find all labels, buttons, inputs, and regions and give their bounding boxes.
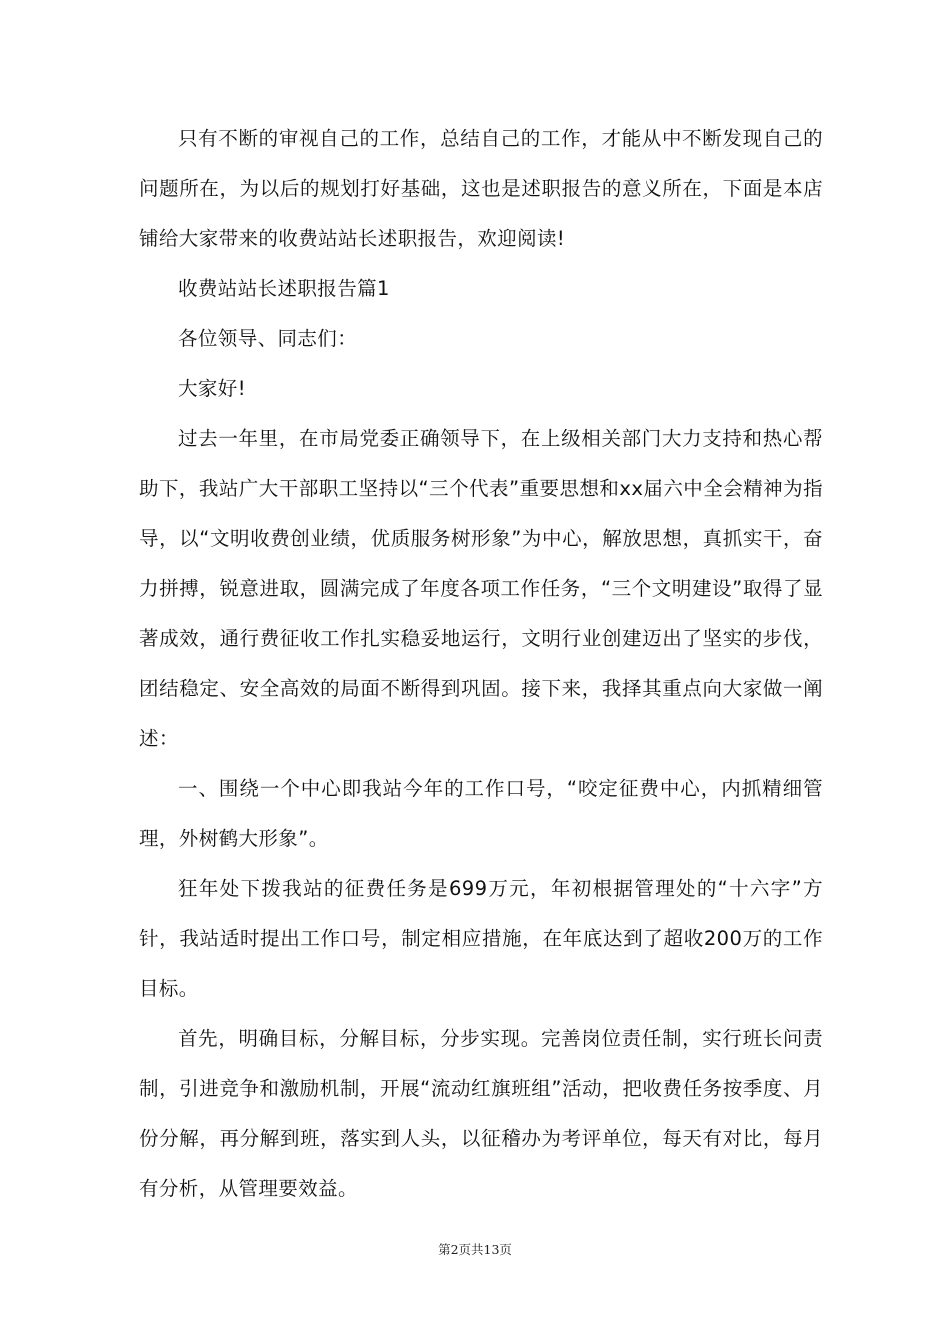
salutation: 各位领导、同志们： xyxy=(178,327,358,350)
intro-paragraph: 只有不断的审视自己的工作，总结自己的工作，才能从中不断发现自己的问题所在，为以后的规划打好基础，这也是述职报告的意义所在，下面是本店铺给大家带来的收费站站长述职报告，欢迎阅读! xyxy=(139,127,823,250)
section-title: 收费站站长述职报告篇1 xyxy=(178,277,390,300)
page-number: 第2页共13页 xyxy=(438,1242,512,1257)
body-paragraph-target: 狂年处下拨我站的征费任务是699万元，年初根据管理处的“十六字”方针，我站适时提出工作口号，制定相应措施，在年底达到了超收200万的工作目标。 xyxy=(139,877,823,1000)
body-paragraph-center: 一、围绕一个中心即我站今年的工作口号，“咬定征费中心，内抓精细管理，外树鹤大形象”。 xyxy=(139,777,823,850)
body-paragraph-review: 过去一年里，在市局党委正确领导下，在上级相关部门大力支持和热心帮助下，我站广大干部职工坚持以“三个代表”重要思想和xx届六中全会精神为指导，以“文明收费创业绩，优质服务树形象”为中心，解放思想，真抓实干，奋力拼搏，锐意进取，圆满完成了年度各项工作任务，“三个文明建设”取得了显著成效，通行费征收工作扎实稳妥地运行，文明行业创建迈出了坚实的步伐，团结稳定、安全高效的局面不断得到巩固。接下来，我择其重点向大家做一阐述： xyxy=(139,427,823,750)
greeting: 大家好! xyxy=(178,377,246,400)
document-body xyxy=(139,114,823,1214)
body-paragraph-first: 首先，明确目标，分解目标，分步实现。完善岗位责任制，实行班长问责制，引进竞争和激励机制，开展“流动红旗班组”活动，把收费任务按季度、月份分解，再分解到班，落实到人头，以征稽办为考评单位，每天有对比，每月有分析，从管理要效益。 xyxy=(139,1027,823,1200)
